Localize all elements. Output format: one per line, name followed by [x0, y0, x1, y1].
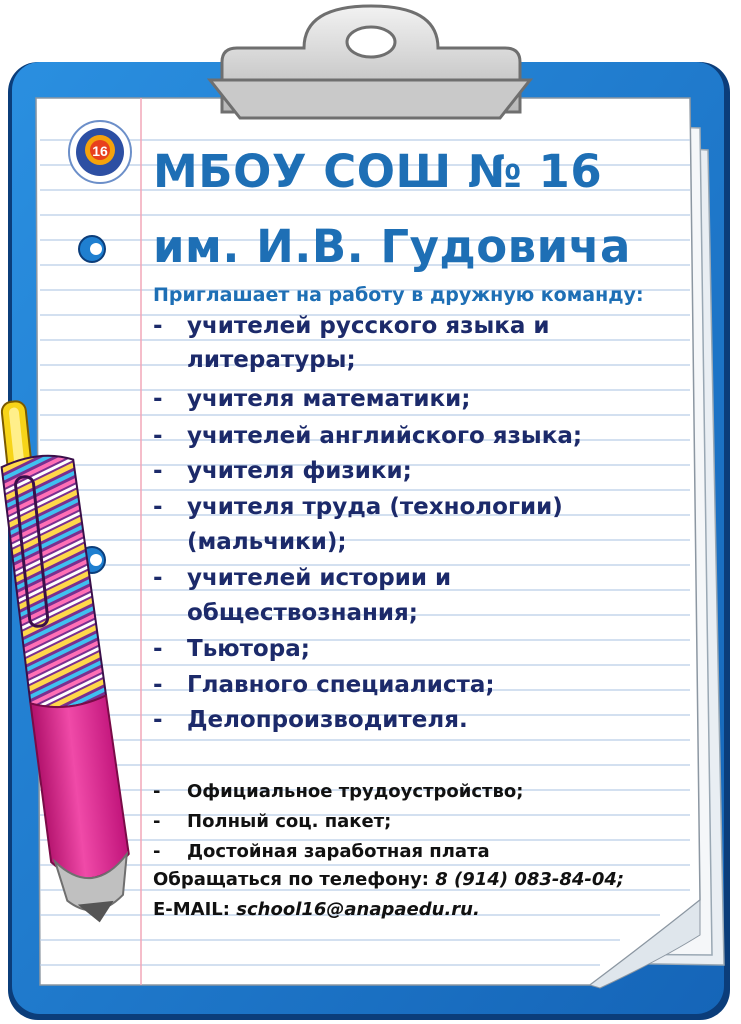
vacancy-label: учителя труда (технологии) — [187, 494, 563, 520]
list-dash: - — [153, 841, 161, 862]
phone-line — [153, 869, 624, 890]
school-title-line2: им. И.В. Гудовича — [153, 220, 631, 273]
benefit-label: Достойная заработная плата — [187, 841, 490, 862]
vacancy-label: учителей английского языка; — [187, 423, 583, 449]
list-dash: - — [153, 565, 163, 591]
invite-text: Приглашает на работу в дружную команду: — [153, 284, 644, 306]
vacancy-label: учителя математики; — [187, 386, 471, 412]
list-dash: - — [153, 313, 163, 339]
phone-number[interactable]: 8 (914) 083-84-04; — [435, 869, 625, 890]
vacancy-label: учителя физики; — [187, 458, 412, 484]
vacancy-label: Делопроизводителя. — [187, 707, 468, 733]
vacancy-label: (мальчики); — [187, 529, 347, 555]
list-dash: - — [153, 386, 163, 412]
benefit-label: Полный соц. пакет; — [187, 811, 392, 832]
school-logo — [69, 121, 131, 183]
benefit-label: Официальное трудоустройство; — [187, 781, 524, 802]
email-line — [153, 899, 480, 920]
clip — [210, 6, 530, 118]
list-dash: - — [153, 458, 163, 484]
vacancy-label: учителей русского языка и — [187, 313, 550, 339]
phone-label: Обращаться по телефону: — [153, 869, 429, 890]
vacancy-label: литературы; — [187, 347, 356, 373]
vacancy-label: учителей истории и — [187, 565, 452, 591]
list-dash: - — [153, 636, 163, 662]
list-dash: - — [153, 672, 163, 698]
logo-text: 16 — [92, 143, 108, 159]
email-address[interactable]: school16@anapaedu.ru. — [236, 899, 480, 920]
vacancy-label: Главного специалиста; — [187, 672, 495, 698]
school-title-line1: МБОУ СОШ № 16 — [153, 145, 603, 198]
list-dash: - — [153, 494, 163, 520]
vacancy-label: обществознания; — [187, 600, 418, 626]
list-dash: - — [153, 707, 163, 733]
list-dash: - — [153, 423, 163, 449]
vacancy-label: Тьютора; — [187, 636, 310, 662]
list-dash: - — [153, 811, 161, 832]
email-label: E-MAIL: — [153, 899, 230, 920]
list-dash: - — [153, 781, 161, 802]
